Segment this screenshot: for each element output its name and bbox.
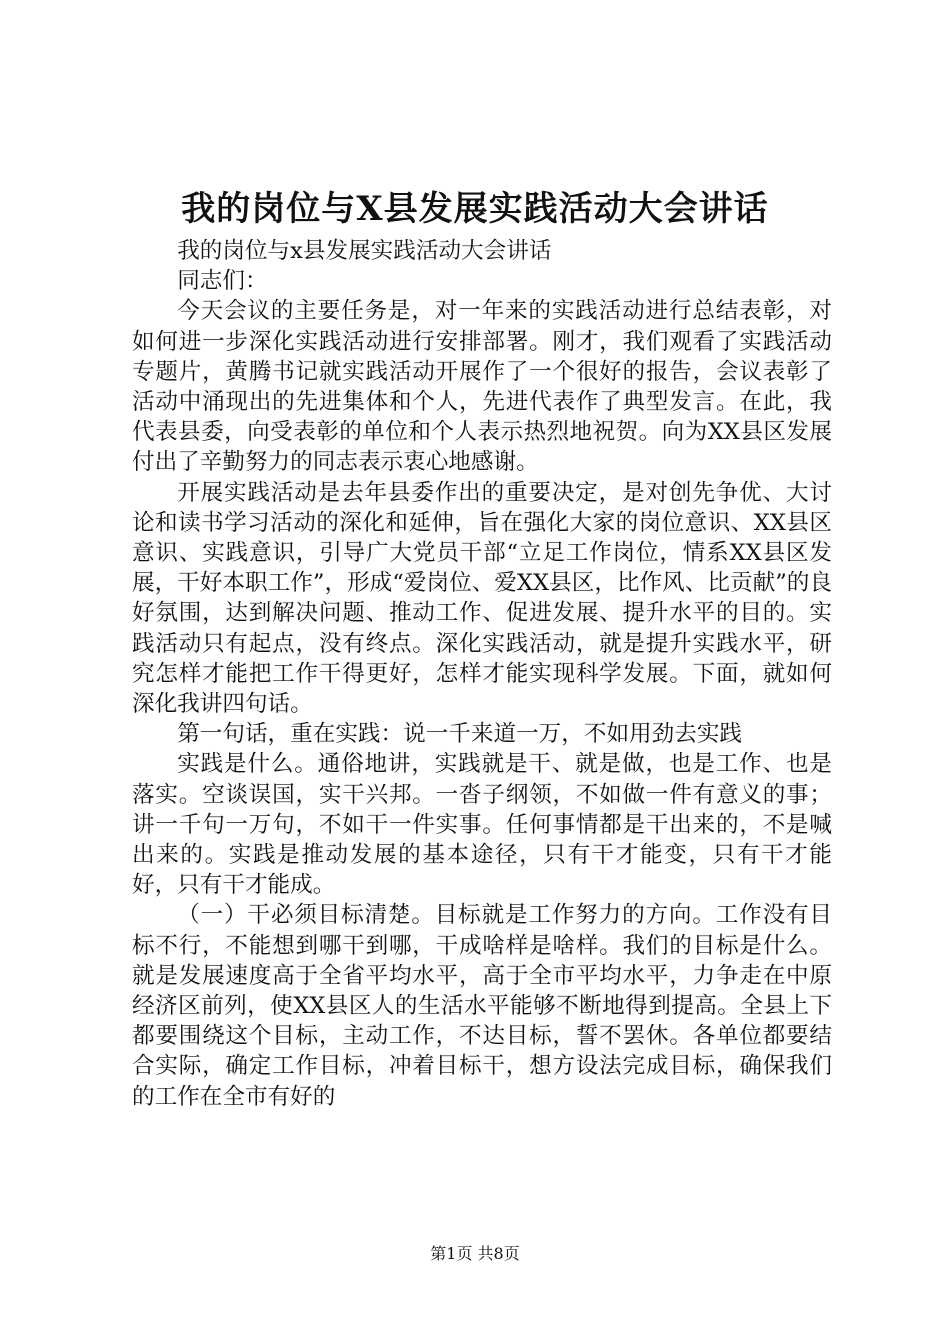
body-subtitle: 我的岗位与x县发展实践活动大会讲话	[177, 238, 552, 264]
body-paragraph: 实践是什么。通俗地讲，实践就是干、就是做，也是工作、也是落实。空谈误国，实干兴邦。一沓子纲领，不如做一件有意义的事；讲一千句一万句，不如干一件实事。任何事情都是干出来的，不是喊出来的。实践是推动发展的基本途径，只有干才能变，只有干才能好，只有干才能成。	[132, 751, 832, 899]
page-footer: 第1页 共8页	[430, 1244, 520, 1263]
section-heading: 第一句话，重在实践：说一千来道一万，不如用劲去实践	[177, 721, 743, 748]
document-body	[132, 236, 832, 1112]
body-salutation: 同志们：	[177, 268, 268, 295]
body-paragraph: 开展实践活动是去年县委作出的重要决定，是对创先争优、大讨论和读书学习活动的深化和延伸，旨在强化大家的岗位意识、XX县区意识、实践意识，引导广大党员干部“立足工作岗位，情系XX县区发展，干好本职工作”，形成“爱岗位、爱XX县区，比作风、比贡献”的良好氛围，达到解决问题、推动工作、促进发展、提升水平的目的。实践活动只有起点，没有终点。深化实践活动，就是提升实践水平，研究怎样才能把工作干得更好，怎样才能实现科学发展。下面，就如何深化我讲四句话。	[132, 479, 832, 718]
body-paragraph: 今天会议的主要任务是，对一年来的实践活动进行总结表彰，对如何进一步深化实践活动进行安排部署。刚才，我们观看了实践活动专题片，黄腾书记就实践活动开展作了一个很好的报告，会议表彰了活动中涌现出的先进集体和个人，先进代表作了典型发言。在此，我代表县委，向受表彰的单位和个人表示热烈地祝贺。向为XX县区发展付出了辛勤努力的同志表示衷心地感谢。	[132, 298, 832, 476]
document-title: 我的岗位与X县发展实践活动大会讲话	[181, 189, 769, 229]
body-paragraph: （一）干必须目标清楚。目标就是工作努力的方向。工作没有目标不行，不能想到哪干到哪，干成啥样是啥样。我们的目标是什么。就是发展速度高于全省平均水平，高于全市平均水平，力争走在中原经济区前列，使XX县区人的生活水平能够不断地得到提高。全县上下都要围绕这个目标，主动工作，不达目标，誓不罢休。各单位都要结合实际，确定工作目标，冲着目标干，想方设法完成目标，确保我们的工作在全市有好的	[132, 902, 832, 1110]
